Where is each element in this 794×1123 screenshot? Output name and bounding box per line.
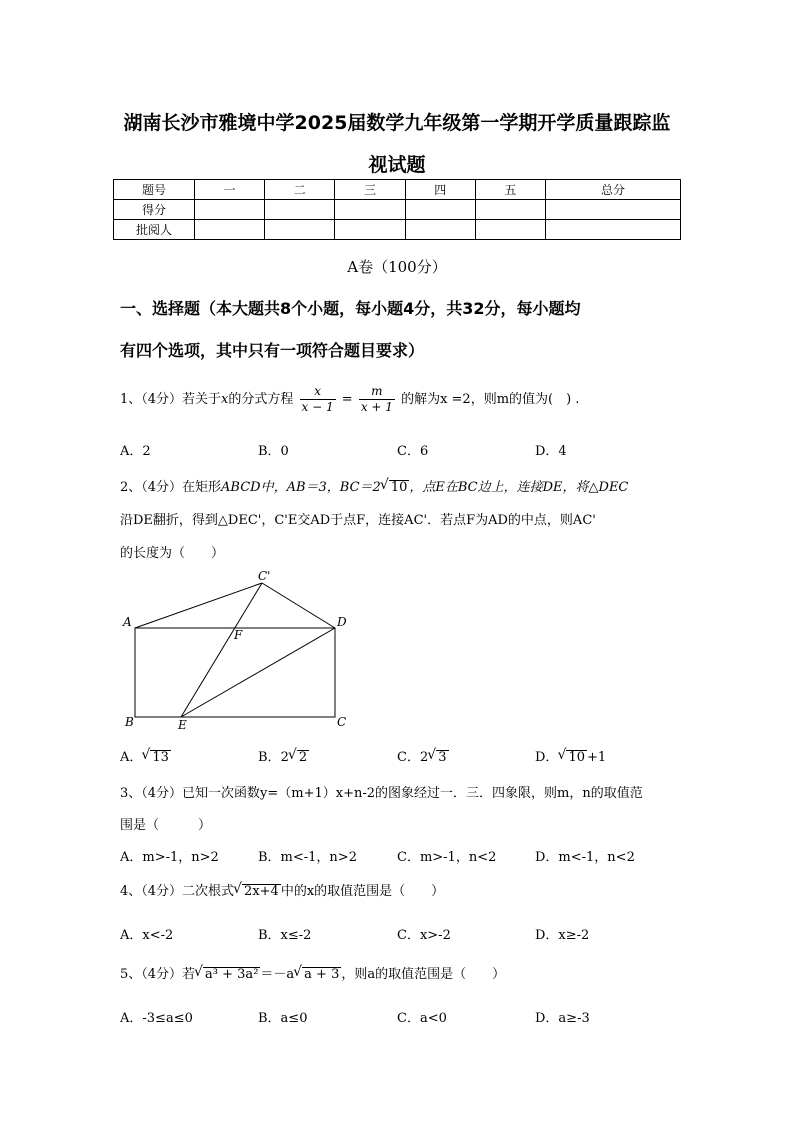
score-header-cell: 总分 — [546, 180, 681, 200]
q1-frac2-den: x + 1 — [360, 400, 393, 414]
score-header-cell: 二 — [265, 180, 335, 200]
q1-option-c[interactable]: C．6 — [397, 444, 429, 459]
q2-opt-c-label: C． — [397, 750, 420, 765]
question-3-line1: 3、（4分）已知一次函数y=（m+1）x+n-2的图象经过一．三．四象限，则m，n的取值范 — [120, 786, 643, 801]
question-4 — [120, 880, 444, 899]
q2-opt-b-rad: √ 2 — [297, 750, 309, 765]
q2-opt-d-label: D． — [535, 750, 559, 765]
segment-cprime-d — [262, 583, 335, 628]
q4-option-b[interactable]: B．x≤-2 — [258, 928, 312, 943]
q1-option-b[interactable]: B．0 — [258, 444, 289, 459]
q2-opt-a-rad: √ 13 — [150, 750, 171, 765]
question-2-line1 — [120, 476, 628, 495]
q1-fraction-right — [359, 384, 395, 415]
q4-suffix: 中的x的取值范围是（ ） — [280, 884, 445, 899]
question-2-line2: 沿DE翻折，得到△DEC'，C'E交AD于点F，连接AC'．若点F为AD的中点，则AC' — [120, 513, 596, 528]
label-cprime: C' — [258, 569, 271, 583]
q5-option-c[interactable]: C．a<0 — [397, 1011, 447, 1026]
exam-title-line2: 视试题 — [368, 154, 426, 176]
q1-eq: = — [341, 392, 353, 407]
question-5 — [120, 963, 505, 982]
score-header-cell: 三 — [335, 180, 405, 200]
label-e: E — [178, 718, 187, 732]
q5-suffix: ，则a的取值范围是（ ） — [341, 967, 506, 982]
q4-prefix: 4、（4分）二次根式 — [120, 884, 235, 899]
q1-option-d[interactable]: D．4 — [535, 444, 567, 459]
q2-opt-c-pre: 2 — [419, 750, 429, 765]
q5-option-d[interactable]: D．a≥-3 — [535, 1011, 590, 1026]
segment-e-d — [181, 628, 335, 717]
q2-option-b[interactable] — [258, 746, 309, 765]
q2-opt-b-pre: 2 — [280, 750, 289, 765]
section-one-heading-line1: 一、选择题（本大题共8个小题，每小题4分，共32分，每小题均 — [120, 299, 581, 318]
score-cell — [265, 220, 335, 240]
q1-fraction-left — [300, 384, 336, 415]
q2-opt-d-rad: √ 10 — [566, 750, 587, 765]
score-cell — [475, 220, 545, 240]
q5-mid: ＝－a — [260, 967, 295, 982]
q2-line1a: 2、（4分）在矩形 — [120, 480, 222, 495]
q1-prefix: 1、（4分）若关于 — [120, 392, 222, 407]
q2-option-c[interactable] — [397, 746, 449, 765]
score-table — [113, 179, 681, 240]
score-header-cell: 题号 — [114, 180, 195, 200]
q4-sqrt: √ 2x+4 — [242, 884, 281, 899]
score-header-cell: 一 — [195, 180, 265, 200]
q3-option-a[interactable]: A．m>-1，n>2 — [120, 850, 219, 865]
q2-opt-c-rad: √ 3 — [436, 750, 448, 765]
segment-cprime-e — [181, 583, 262, 717]
q2-option-a[interactable] — [120, 746, 171, 765]
score-table-header-row — [114, 180, 681, 200]
score-cell — [546, 200, 681, 220]
q2-opt-a-label: A． — [120, 750, 143, 765]
q2-rectangle-figure — [118, 566, 358, 736]
label-b: B — [125, 715, 134, 729]
q5-sqrt1: √ a³ + 3a² — [203, 967, 260, 982]
q5-prefix: 5、（4分）若 — [120, 967, 196, 982]
question-2-line3: 的长度为（ ） — [120, 546, 225, 561]
q2-line1c: ，点E在BC边上，连接DE，将△DEC — [409, 480, 629, 495]
score-cell — [546, 220, 681, 240]
q1-frac2-num: m — [359, 384, 395, 400]
q3-option-d[interactable]: D．m<-1，n<2 — [535, 850, 635, 865]
label-c: C — [337, 715, 347, 729]
score-row-label: 批阅人 — [114, 220, 195, 240]
score-cell — [335, 200, 405, 220]
score-cell — [195, 220, 265, 240]
q1-suffix: 的解为x =2，则m的值为( ) . — [401, 392, 580, 407]
exam-title-line1: 湖南长沙市雅境中学2025届数学九年级第一学期开学质量跟踪监 — [123, 112, 671, 134]
q2-opt-b-label: B． — [258, 750, 281, 765]
section-a-title: A卷（100分） — [347, 258, 447, 276]
score-row-label: 得分 — [114, 200, 195, 220]
q1-mid: 的分式方程 — [228, 392, 294, 407]
q2-sqrt: √ 10 — [389, 480, 410, 495]
q2-opt-d-post: +1 — [586, 750, 607, 765]
score-cell — [265, 200, 335, 220]
q2-option-d[interactable] — [535, 746, 606, 765]
q4-option-a[interactable]: A．x<-2 — [120, 928, 174, 943]
q5-option-b[interactable]: B．a≤0 — [258, 1011, 308, 1026]
q4-option-d[interactable]: D．x≥-2 — [535, 928, 590, 943]
q5-option-a[interactable]: A．-3≤a≤0 — [120, 1011, 193, 1026]
label-a: A — [123, 615, 132, 629]
section-one-heading-line2: 有四个选项，其中只有一项符合题目要求） — [120, 341, 425, 360]
question-1 — [120, 384, 579, 415]
label-d: D — [337, 615, 347, 629]
score-cell — [405, 200, 475, 220]
score-cell — [405, 220, 475, 240]
q1-option-a[interactable]: A．2 — [120, 444, 151, 459]
label-f: F — [234, 628, 243, 642]
score-table-row — [114, 200, 681, 220]
score-header-cell: 四 — [405, 180, 475, 200]
q1-frac1-num: x — [300, 384, 336, 400]
q3-option-c[interactable]: C．m>-1，n<2 — [397, 850, 497, 865]
question-3-line2: 围是（ ） — [120, 818, 212, 833]
segment-a-cprime — [135, 583, 262, 628]
q3-option-b[interactable]: B．m<-1，n>2 — [258, 850, 357, 865]
score-header-cell: 五 — [475, 180, 545, 200]
score-cell — [335, 220, 405, 240]
score-cell — [475, 200, 545, 220]
q2-line1b: ABCD中，AB＝3，BC＝2 — [221, 480, 381, 495]
score-table-row — [114, 220, 681, 240]
q1-var: x — [221, 392, 229, 407]
q1-frac1-den: x − 1 — [301, 400, 334, 414]
score-cell — [195, 200, 265, 220]
q4-option-c[interactable]: C．x>-2 — [397, 928, 451, 943]
q5-sqrt2: √ a + 3 — [302, 967, 341, 982]
